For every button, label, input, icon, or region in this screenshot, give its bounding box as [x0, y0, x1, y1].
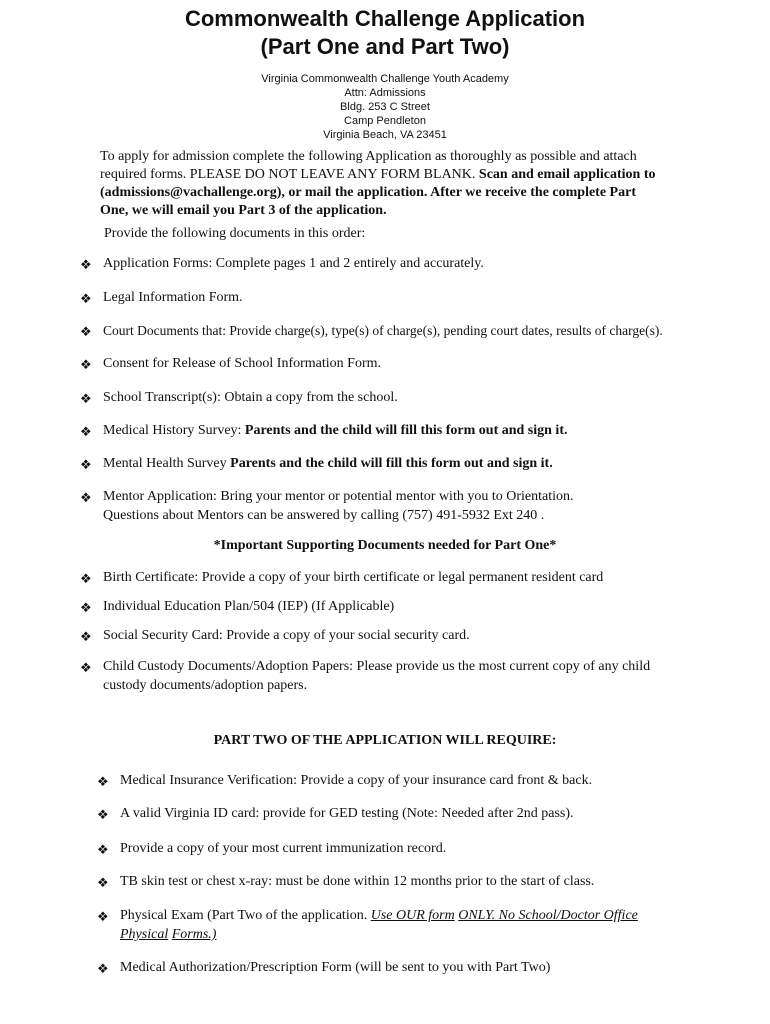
list-item: Social Security Card: Provide a copy of your social security card.	[103, 628, 470, 643]
list-item: A valid Virginia ID card: provide for GED testing (Note: Needed after 2nd pass).	[120, 806, 574, 821]
list-item: Individual Education Plan/504 (IEP) (If Applicable)	[103, 599, 395, 614]
list-item: Child Custody Documents/Adoption Papers: Please provide us the most current copy of any child	[103, 659, 651, 674]
bullet-icon: ❖	[97, 875, 109, 890]
intro-text: required forms. PLEASE DO NOT LEAVE ANY FORM BLANK.	[100, 167, 479, 182]
list-item: Medical Insurance Verification: Provide a copy of your insurance card front & back.	[120, 773, 593, 788]
list-item: Court Documents that: Provide charge(s), type(s) of charge(s), pending court dates, results of charge(s).	[103, 323, 663, 338]
document-title-line1: Commonwealth Challenge Application	[184, 6, 586, 31]
address-line: Virginia Beach, VA 23451	[323, 129, 447, 141]
list-item: Birth Certificate: Provide a copy of your birth certificate or legal permanent resident card	[103, 570, 604, 585]
list-item: Provide a copy of your most current immunization record.	[120, 841, 447, 856]
list-item: Consent for Release of School Information Form.	[103, 356, 382, 371]
intro-line: One, we will email you Part 3 of the application.	[100, 203, 387, 218]
document-title-line2: (Part One and Part Two)	[260, 34, 510, 59]
mentor-phone-line: Questions about Mentors can be answered by calling (757) 491-5932 Ext 240 .	[103, 508, 545, 523]
list-item-continuation	[120, 926, 216, 944]
list-item: Mental Health Survey Parents and the child will fill this form out and sign it.	[103, 456, 553, 471]
bullet-icon: ❖	[80, 571, 92, 586]
supporting-documents-heading: *Important Supporting Documents needed for Part One*	[213, 538, 557, 553]
bullet-icon: ❖	[97, 961, 109, 976]
intro-line: (admissions@vachallenge.org), or mail the application. After we receive the complete Part	[100, 185, 636, 200]
bullet-icon: ❖	[80, 391, 92, 406]
list-item: Medical Authorization/Prescription Form (will be sent to you with Part Two)	[120, 960, 551, 975]
bullet-icon: ❖	[80, 490, 92, 505]
list-item: TB skin test or chest x-ray: must be done within 12 months prior to the start of class.	[120, 874, 595, 889]
bullet-icon: ❖	[80, 324, 92, 339]
list-item-physical-exam	[120, 907, 638, 925]
bullet-icon: ❖	[80, 291, 92, 306]
bullet-icon: ❖	[97, 774, 109, 789]
address-line: Attn: Admissions	[344, 87, 426, 99]
bullet-icon: ❖	[80, 424, 92, 439]
bullet-icon: ❖	[80, 660, 92, 675]
list-item: Legal Information Form.	[103, 290, 243, 305]
part-two-heading: PART TWO OF THE APPLICATION WILL REQUIRE:	[213, 733, 557, 748]
intro-line	[100, 166, 720, 184]
use-our-form-text: Use OUR form	[370, 908, 455, 923]
address-line: Virginia Commonwealth Challenge Youth Academy	[261, 73, 509, 85]
list-item-continuation: custody documents/adoption papers.	[103, 678, 308, 693]
bullet-icon: ❖	[80, 600, 92, 615]
bullet-icon: ❖	[97, 842, 109, 857]
intro-paragraph	[100, 148, 720, 220]
bullet-icon: ❖	[97, 807, 109, 822]
provide-heading: Provide the following documents in this order:	[104, 226, 366, 241]
intro-line: To apply for admission complete the following Application as thoroughly as possible and attach	[100, 149, 637, 164]
intro-bold-text: Scan and email application to	[478, 167, 656, 182]
list-item: Medical History Survey: Parents and the child will fill this form out and sign it.	[103, 423, 568, 438]
list-item: Mentor Application: Bring your mentor or potential mentor with you to Orientation.	[103, 489, 574, 504]
only-no-school-text: ONLY. No School/Doctor Office	[458, 908, 638, 923]
list-item: Application Forms: Complete pages 1 and 2 entirely and accurately.	[103, 256, 484, 271]
address-line: Bldg. 253 C Street	[340, 101, 430, 113]
bullet-icon: ❖	[97, 909, 109, 924]
bullet-icon: ❖	[80, 257, 92, 272]
forms-text: Forms.)	[171, 927, 217, 942]
bullet-icon: ❖	[80, 629, 92, 644]
address-line: Camp Pendleton	[344, 115, 426, 127]
bullet-icon: ❖	[80, 457, 92, 472]
bullet-icon: ❖	[80, 357, 92, 372]
list-item: School Transcript(s): Obtain a copy from the school.	[103, 390, 398, 405]
physical-exam-text: Physical Exam (Part Two of the application.	[120, 908, 371, 923]
physical-text: Physical	[120, 927, 169, 942]
